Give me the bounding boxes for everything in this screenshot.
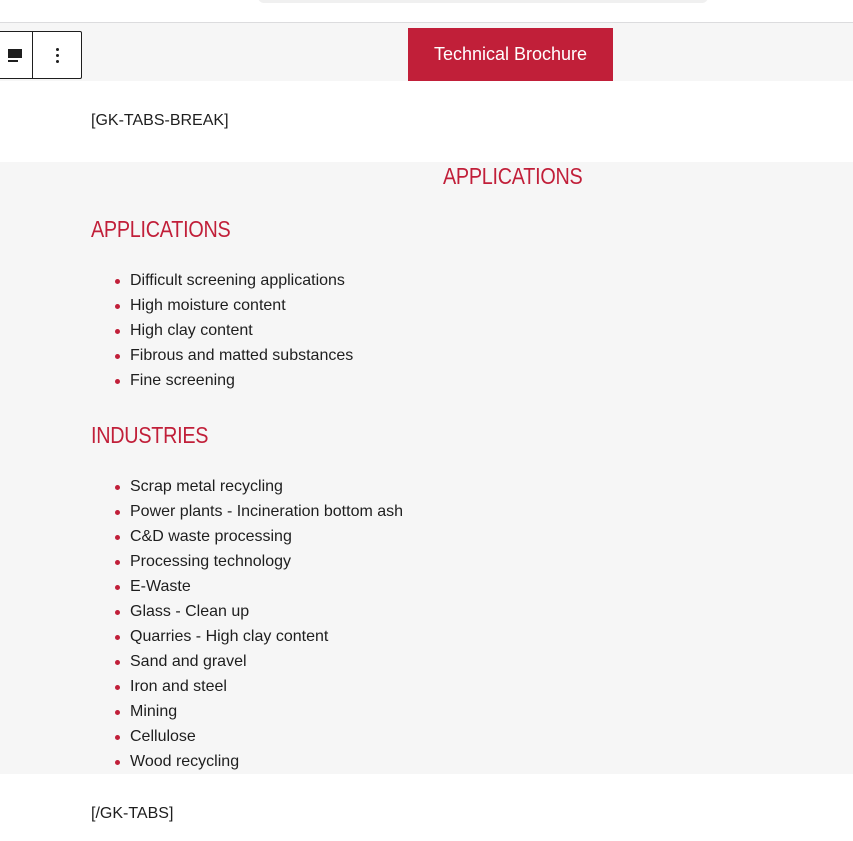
list-item: Glass - Clean up <box>91 599 403 624</box>
editor-top-bar <box>0 0 853 23</box>
tab-section-title: APPLICATIONS <box>443 163 583 189</box>
list-item: Quarries - High clay content <box>91 624 403 649</box>
more-options-button[interactable] <box>33 32 81 78</box>
list-item: Power plants - Incineration bottom ash <box>91 499 403 524</box>
list-item: Wood recycling <box>91 749 403 774</box>
more-options-icon <box>56 48 59 63</box>
list-item: Sand and gravel <box>91 649 403 674</box>
align-button[interactable] <box>0 32 33 78</box>
list-item: Fine screening <box>91 368 353 393</box>
list-item: Mining <box>91 699 403 724</box>
list-item: Processing technology <box>91 549 403 574</box>
list-item: Fibrous and matted substances <box>91 343 353 368</box>
command-search-bar[interactable] <box>258 0 708 3</box>
industries-list <box>91 474 403 774</box>
applications-heading: APPLICATIONS <box>91 216 231 242</box>
technical-brochure-button[interactable]: Technical Brochure <box>408 28 613 81</box>
align-icon <box>8 47 24 63</box>
list-item: Cellulose <box>91 724 403 749</box>
tabs-end-shortcode[interactable]: [/GK-TABS] <box>91 805 174 822</box>
applications-list <box>91 268 353 393</box>
list-item: E-Waste <box>91 574 403 599</box>
block-toolbar <box>0 31 82 79</box>
list-item: High moisture content <box>91 293 353 318</box>
tabs-break-shortcode[interactable]: [GK-TABS-BREAK] <box>91 112 229 129</box>
list-item: Iron and steel <box>91 674 403 699</box>
list-item: High clay content <box>91 318 353 343</box>
list-item: Scrap metal recycling <box>91 474 403 499</box>
industries-heading: INDUSTRIES <box>91 422 209 448</box>
list-item: Difficult screening applications <box>91 268 353 293</box>
list-item: C&D waste processing <box>91 524 403 549</box>
